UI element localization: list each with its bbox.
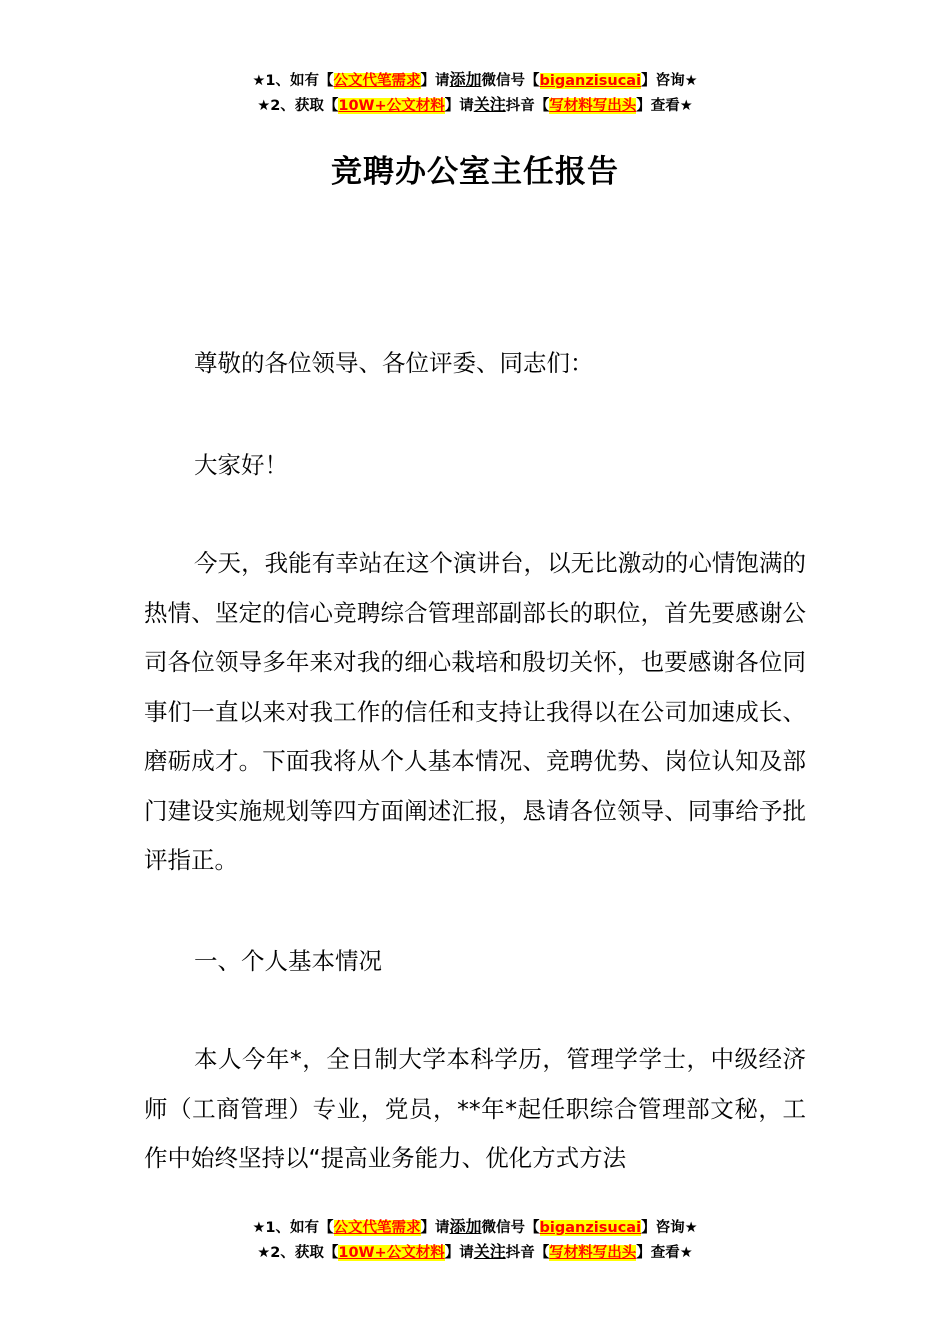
wechat-id-highlight: biganzisucai xyxy=(539,73,642,89)
footer-promo-banner xyxy=(0,1215,950,1265)
promo-line-2 xyxy=(0,93,950,118)
promo-text: ★1、如有【 xyxy=(252,1220,334,1236)
promo-line-1 xyxy=(0,68,950,93)
promo-line-2 xyxy=(0,1240,950,1265)
promo-text: ★1、如有【 xyxy=(252,73,334,89)
promo-text: 微信号【 xyxy=(481,1220,540,1236)
promo-text: 微信号【 xyxy=(481,73,540,89)
promo-text: 】查看★ xyxy=(636,1245,693,1261)
promo-highlight: 公文代笔需求 xyxy=(333,73,421,89)
douyin-id-highlight: 写材料写出头 xyxy=(549,1245,637,1261)
promo-text: 】请 xyxy=(420,73,450,89)
promo-text: 】请 xyxy=(444,1245,474,1261)
greeting-paragraph: 尊敬的各位领导、各位评委、同志们： xyxy=(194,349,594,377)
promo-highlight: 公文代笔需求 xyxy=(333,1220,421,1236)
intro-paragraph: 今天，我能有幸站在这个演讲台，以无比激动的心情饱满的热情、坚定的信心竞聘综合管理部副部长的职位，首先要感谢公司各位领导多年来对我的细心栽培和殷切关怀，也要感谢各位同事们一直以来对我工作的信任和支持让我得以在公司加速成长、磨砺成才。下面我将从个人基本情况、竞聘优势、岗位认知及部门建设实施规划等四方面阐述汇报，恳请各位领导、同事给予批评指正。 xyxy=(144,549,806,874)
promo-underlined: 添加 xyxy=(449,70,482,89)
promo-text: 】请 xyxy=(444,98,474,114)
promo-text: ★2、获取【 xyxy=(257,1245,339,1261)
promo-text: ★2、获取【 xyxy=(257,98,339,114)
promo-underlined: 添加 xyxy=(449,1217,482,1236)
promo-text: 】咨询★ xyxy=(641,1220,698,1236)
header-promo-banner xyxy=(0,68,950,118)
promo-text: 抖音【 xyxy=(505,98,550,114)
promo-highlight: 10W+公文材料 xyxy=(338,1245,445,1261)
promo-underlined: 关注 xyxy=(473,95,506,114)
section-1-heading: 一、个人基本情况 xyxy=(194,947,382,975)
douyin-id-highlight: 写材料写出头 xyxy=(549,98,637,114)
hello-paragraph: 大家好！ xyxy=(194,451,288,479)
promo-underlined: 关注 xyxy=(473,1242,506,1261)
promo-text: 】查看★ xyxy=(636,98,693,114)
wechat-id-highlight: biganzisucai xyxy=(539,1220,642,1236)
promo-text: 抖音【 xyxy=(505,1245,550,1261)
promo-text: 】咨询★ xyxy=(641,73,698,89)
promo-highlight: 10W+公文材料 xyxy=(338,98,445,114)
section-1-paragraph: 本人今年*，全日制大学本科学历，管理学学士，中级经济师（工商管理）专业，党员，**年*起任职综合管理部文秘，工作中始终坚持以“提高业务能力、优化方式方法 xyxy=(144,1045,806,1172)
promo-text: 】请 xyxy=(420,1220,450,1236)
promo-line-1 xyxy=(0,1215,950,1240)
document-title: 竞聘办公室主任报告 xyxy=(331,154,619,190)
